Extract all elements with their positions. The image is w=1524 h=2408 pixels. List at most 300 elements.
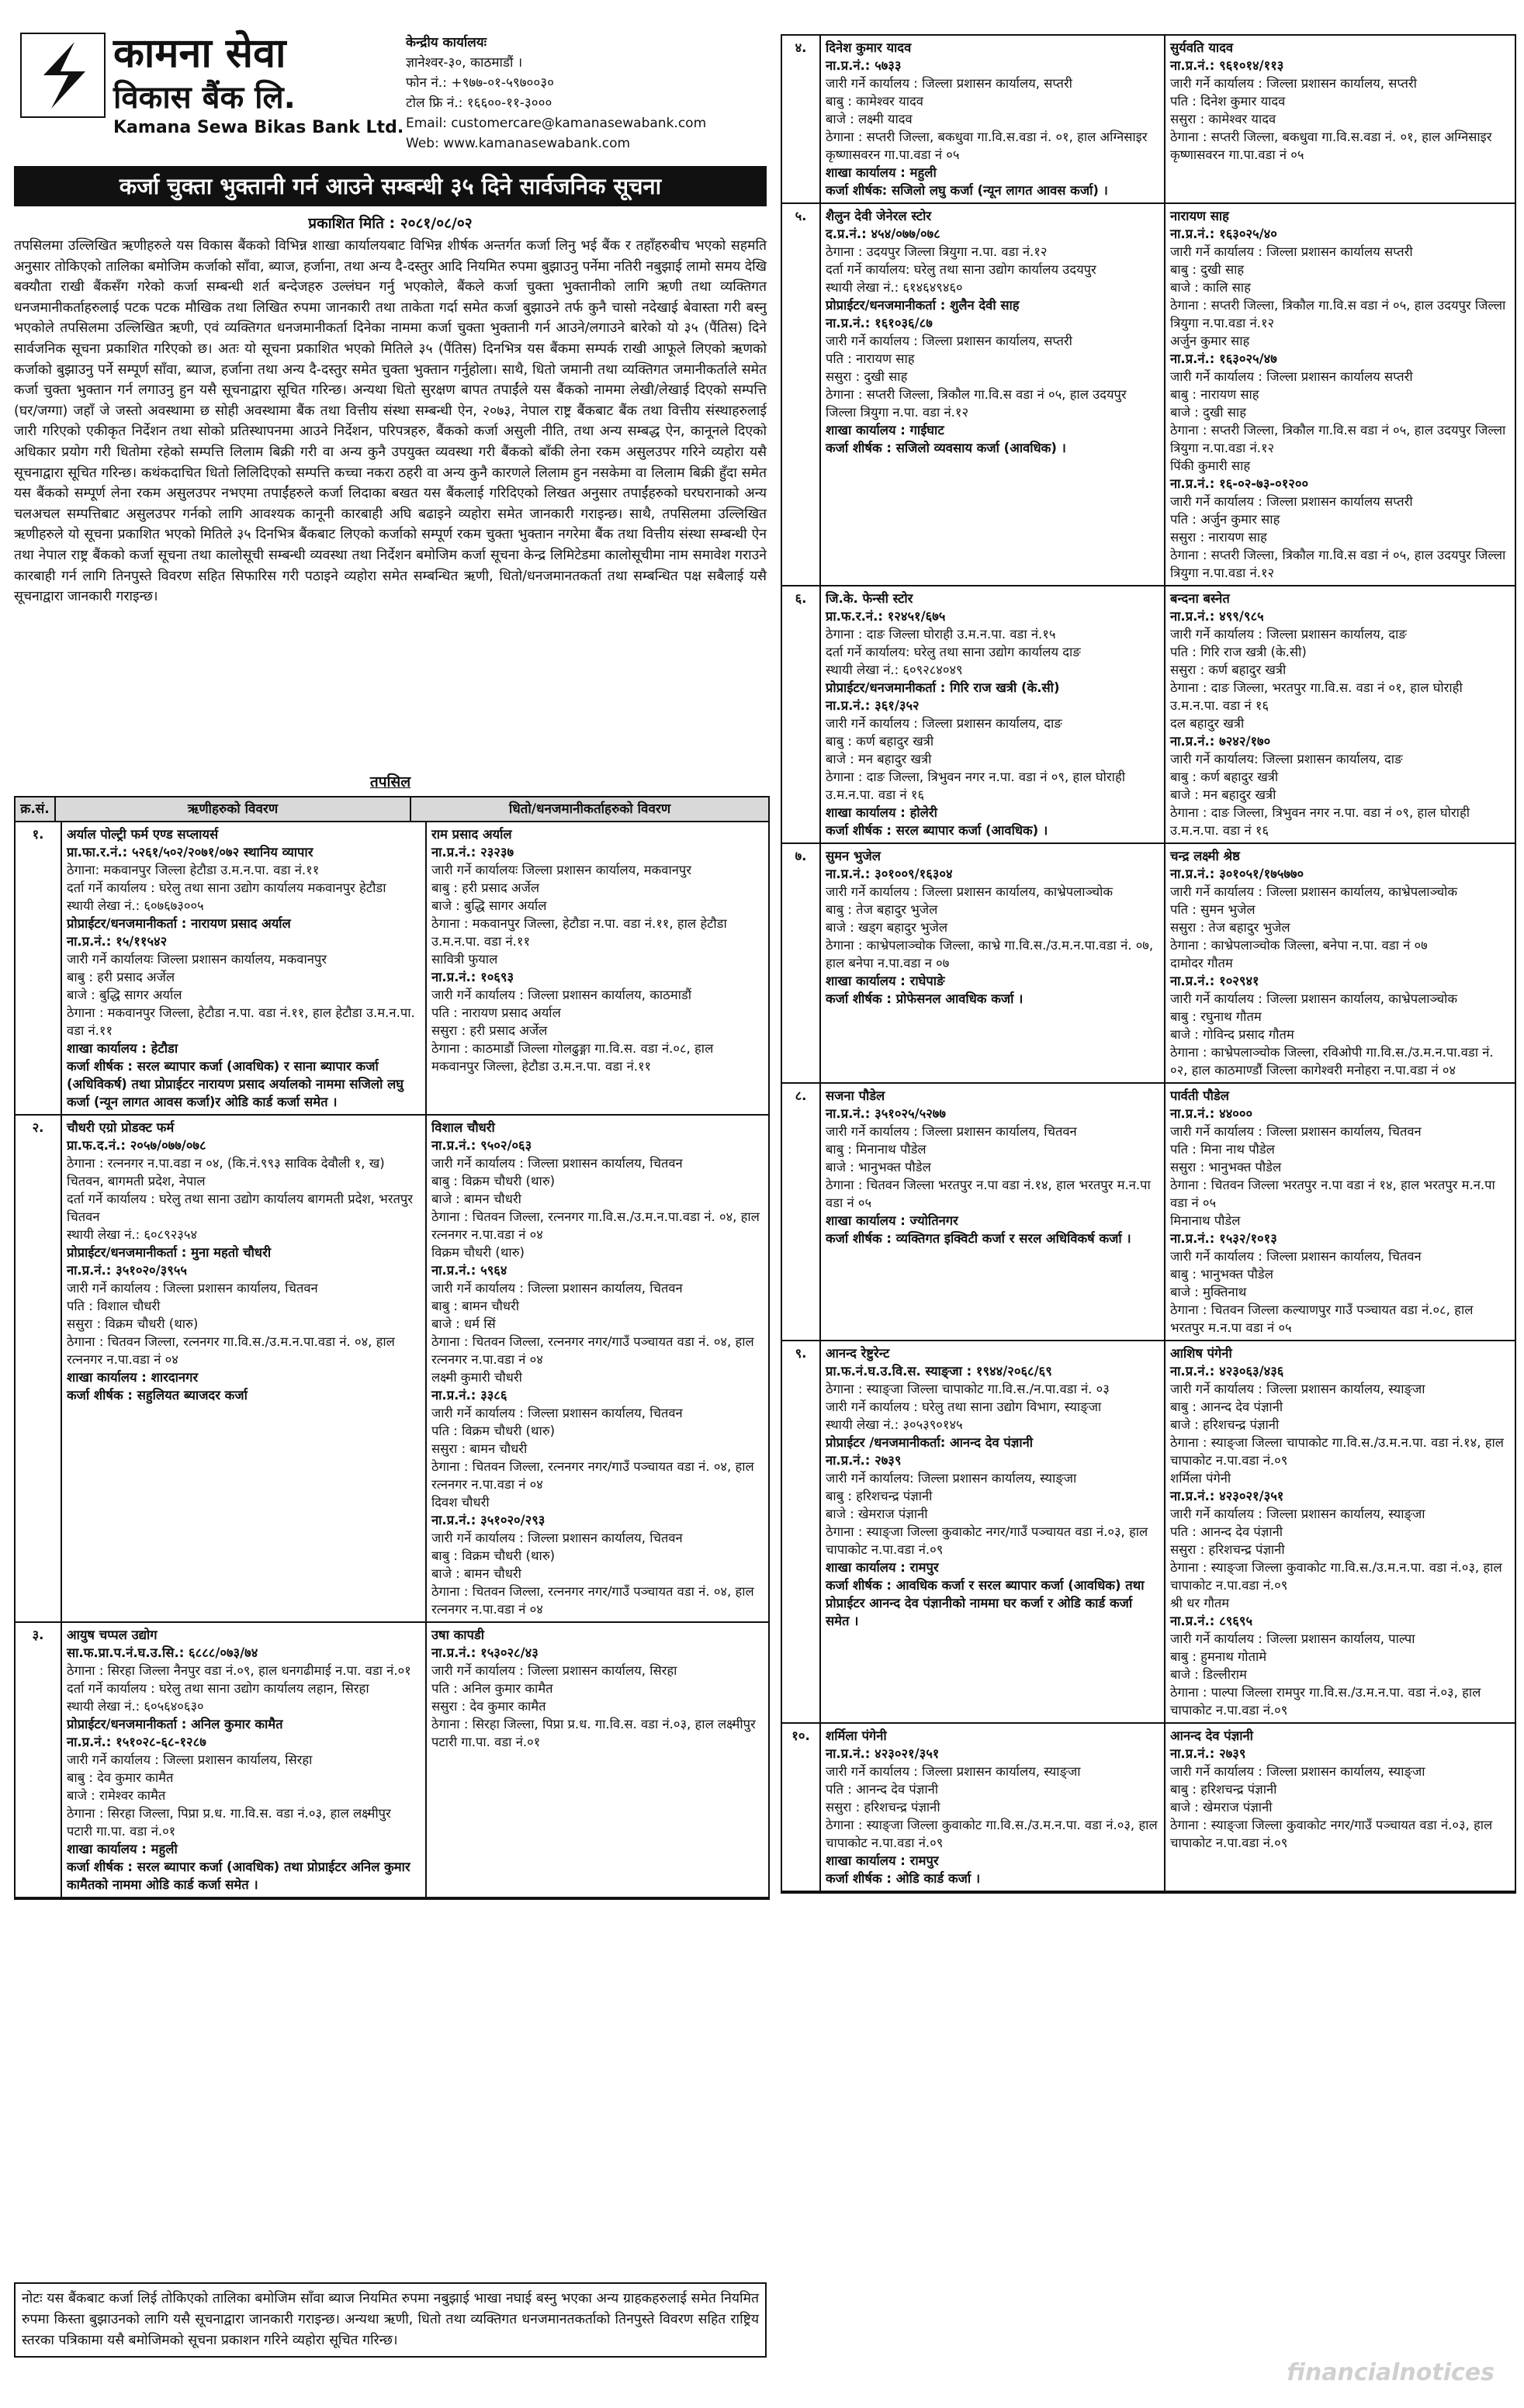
left-column <box>14 17 767 2394</box>
borrower-details <box>821 1724 1166 1891</box>
cell-line: चन्द्र लक्ष्मी श्रेष्ठ <box>1170 849 1240 863</box>
cell-line: जारी गर्ने कार्यालय : जिल्ला प्रशासन कार्यालय सप्तरी <box>1170 369 1413 384</box>
cell-line: आशिष पंगेनी <box>1170 1346 1232 1361</box>
cell-line: बाबु : कर्ण बहादुर खत्री <box>1170 770 1279 784</box>
cell-line: उषा कापडी <box>431 1628 485 1642</box>
table-row <box>782 1341 1515 1724</box>
contact-web: Web: www.kamanasewabank.com <box>406 136 631 151</box>
cell-line: प्रोप्राईटर/धनजमानीकर्ता : अनिल कुमार कामैत <box>67 1717 283 1732</box>
cell-line: बाबु : तेज बहादुर भुजेल <box>826 902 938 917</box>
cell-line: जारी गर्ने कार्यालय : जिल्ला प्रशासन कार्यालय, चितवन <box>431 1406 683 1420</box>
cell-line: शाखा कार्यालय : महुली <box>826 165 937 180</box>
cell-line: विक्रम चौधरी (थारु) <box>431 1245 525 1260</box>
borrower-details <box>62 1116 427 1621</box>
cell-line: ठेगाना : रत्ननगर न.पा.वडा न ०४, (कि.नं.९९३ साविक देवौली १, ख) चितवन, बागमती प्रदेश, नेपाल <box>67 1156 385 1188</box>
cell-line: ठेगाना : स्याङ्जा जिल्ला कुवाकोट नगर/गाउँ पञ्चायत वडा नं.०३, हाल चापाकोट न.पा.वडा नं.०९ <box>826 1524 1148 1557</box>
cell-line: ठेगाना : पाल्पा जिल्ला रामपुर गा.वि.स./उ.म.न.पा. वडा नं.०३, हाल चापाकोट न.पा.वडा नं.०९ <box>1170 1685 1481 1718</box>
cell-line: शाखा कार्यालय : रामपुर <box>826 1853 939 1868</box>
borrower-table-left <box>14 796 770 1900</box>
cell-line: ना.प्र.नं.: १५/११५४२ <box>67 934 168 949</box>
header-borrower: ऋणीहरुको विवरण <box>56 797 411 821</box>
cell-line: ना.प्र.नं.: ९६१०१४/११३ <box>1170 58 1284 73</box>
cell-line: बन्दना बस्नेत <box>1170 591 1230 606</box>
cell-line: शाखा कार्यालय : हेटौडा <box>67 1041 178 1056</box>
cell-line: कर्जा शीर्षक : सरल ब्यापार कर्जा (आवधिक) तथा प्रोप्राईटर अनिल कुमार कामैतको नाममा ओडि कार्ड कर्जा समेत । <box>67 1860 410 1892</box>
cell-line: ठेगाना : चितवन जिल्ला, रत्ननगर नगर/गाउँ पञ्चायत वडा नं. ०४, हाल रत्ननगर न.पा.वडा नं ०४ <box>431 1584 754 1617</box>
cell-line: पति : मिना नाथ पौडेल <box>1170 1142 1275 1157</box>
cell-line: स्थायी लेखा नं.: ६१४६४९४६० <box>826 280 963 295</box>
guarantor-details <box>427 1116 768 1621</box>
cell-line: ठेगाना : दाङ जिल्ला, त्रिभुवन नगर न.पा. वडा नं ०९, हाल घोराही उ.म.न.पा. वडा नं १६ <box>1170 805 1470 838</box>
row-serial: ९. <box>782 1341 821 1722</box>
cell-line: दर्ता गर्ने कार्यालय : घरेलु तथा साना उद्योग कार्यालय लहान, सिरहा <box>67 1681 369 1696</box>
cell-line: ठेगाना : मकवानपुर जिल्ला, हेटौडा न.पा. वडा नं.११, हाल हेटौडा उ.म.न.पा. वडा नं.११ <box>431 916 727 949</box>
cell-line: जारी गर्ने कार्यालय : जिल्ला प्रशासन कार्यालय, चितवन <box>1170 1124 1422 1139</box>
row-serial: १०. <box>782 1724 821 1891</box>
cell-line: ठेगाना : मकवानपुर जिल्ला, हेटौडा न.पा. वडा नं.११, हाल हेटौडा उ.म.न.पा. वडा नं.११ <box>67 1005 415 1038</box>
cell-line: पिंकी कुमारी साह <box>1170 458 1251 473</box>
cell-line: ठेगाना : काठमाडौं जिल्ला गोलढुङ्गा गा.वि.स. वडा नं.०८, हाल मकवानपुर जिल्ला, हेटौडा उ.म.न.पा. वडा नं.११ <box>431 1041 714 1074</box>
cell-line: विशाल चौधरी <box>431 1120 495 1135</box>
cell-line: ससुरा : कामेश्वर यादव <box>1170 112 1276 126</box>
cell-line: ठेगाना : चितवन जिल्ला भरतपुर न.पा वडा नं १४, हाल भरतपुर म.न.पा वडा नं ०५ <box>1170 1178 1495 1210</box>
cell-line: ना.प्र.नं.: ७२४२/१७० <box>1170 734 1271 749</box>
cell-line: ना.प्र.नं.: ४२३०६३/४३६ <box>1170 1364 1284 1379</box>
cell-line: ठेगाना : चितवन जिल्ला, रत्ननगर नगर/गाउँ पञ्चायत वडा नं. ०४, हाल रत्ननगर न.पा.वडा नं ०४ <box>431 1459 754 1492</box>
guarantor-details <box>1166 1341 1515 1722</box>
cell-line: जारी गर्ने कार्यालय: जिल्ला प्रशासन कार्यालय, स्याङ्जा <box>826 1471 1077 1486</box>
cell-line: बाबु : हुमनाथ गोतामे <box>1170 1649 1267 1664</box>
bank-name-english: Kamana Sewa Bikas Bank Ltd. <box>113 118 404 137</box>
cell-line: बाबु : विक्रम चौधरी (थारु) <box>431 1548 556 1563</box>
borrower-details <box>62 1623 427 1897</box>
cell-line: दिनेश कुमार यादव <box>826 40 912 55</box>
notice-body: तपसिलमा उल्लिखित ऋणीहरुले यस विकास बैंकको विभिन्न शाखा कार्यालयबाट विभिन्न शीर्षक अन्तर्गत कर्जा लिनु भई बैंक र तहाँहरुबीच भएको सहमति अनुसार तोकिएको तालिका बमोजिम कर्जाको साँवा, ब्याज, हर्जाना, तथा अन्य दै-दस्तुर आदि नियमित रुपमा बुझाउनु पर्नेमा नतिरी नबुझाई लामो समय देखि बक्यौता राखी बैंकसँग गरेको कर्जा सम्बन्धी शर्त बन्देजहरु उल्लंघन गर्नु भएकोले, बैंकले कर्जा चुक्ता भुक्तानीको लागि ऋणी तथा व्यक्तिगत धनजमानीकर्ताहरुलाई पटक पटक मौखिक तथा लिखित रुपमा जानकारी तथा ताकेता गर्दा समेत कर्जा बुझाउने तर्फ कुनै चासो नदेखाई बेवास्ता गरी बस्नु भएकोले तपसिलमा उल्लिखित ऋणी, एवं व्यक्तिगत धनजमानीकर्ता दिनेका नाममा कर्जा चुक्ता भुक्तानी गर्न आउने/लगाउने बारेको यो ३५ (पैंतिस) दिने सार्वजनिक सूचना प्रकाशित गरिएको छ। अतः यो सूचना प्रकाशित भएको मितिले ३५ (पैंतिस) दिनभित्र यस बैंकमा सम्पर्क राखी आफूले लिएको ऋणको कर्जाको बुझाउनु पर्ने सम्पूर्ण साँवा, ब्याज, हर्जाना तथा अन्य दै-दस्तुर समेत चुक्ता भुक्तान गर्नुहोला। साथै, धितो जमानी तथा व्यक्तिगत जमानीकर्ताले समेत कर्जा चुक्ता भुक्तान गर्न लगाउनु हुन यसै सूचनाद्वारा सूचित गरिन्छ। अन्यथा धितो सुरक्षण बापत तपाईंले यस बैंकको नाममा लेखी/लेखाई दिएको सम्पत्ति (घर/जग्गा) जहाँ जे जस्तो अवस्थामा छ सोही अवस्थामा बैंक तथा वित्तीय संस्था सम्बन्धी ऐन, २०७३, नेपाल राष्ट्र बैंकबाट बैंक तथा वित्तीय संस्थाहरुलाई जारी गरिएको एकीकृत निर्देशन तथा सोको प्रतिस्थापनमा आउने निर्देशन, परिपत्रहरु, बैंकको कर्जा असुली नीति, तथा अन्य सम्बद्ध ऐन, कानूनले दिएको अधिकार प्रयोग गरी धितोमा रहेको सम्पत्ति लिलाम बिक्री गरी वा अन्य कुनै उपयुक्त व्यवस्था गरी बैंकको बाँकी लेना रकम असुलउपर गरिने व्यहोरा यसै सूचनाद्वारा सूचित गरिन्छ। कथंकदाचित धितो लिलिदिएको सम्पत्ति कच्चा नकरा ठहरी वा अन्य कुनै कारणले लिलाम हुन नसकेमा वा लिलाम बिक्री हुँदा समेत यस बैंकको सम्पूर्ण लेना रकम असुलउपर नभएमा तपाईंहरुले कर्जा लिदाका बखत यस बैंकलाई गरिदिएको लिखत अनुसार तपाईंहरुको घरघरानाको अन्य चलअचल सम्पत्तिबाट असुलउपर गर्नको लागि आवश्यक कानूनी कारबाही अघि बढाइने व्यहोरा समेत जानकारी गराइन्छ। साथै, तपसिलमा उल्लिखित ऋणीहरुले यो सूचना प्रकाशित भएको मितिले ३५ दिनभित्र बैंकबाट लिएको कर्जाको सम्पूर्ण रकम चुक्ता भुक्तान नगरेमा बैंक तथा वित्तीय संस्था सम्बन्धी ऐन तथा नेपाल राष्ट्र बैंकको कर्जा सूचना तथा कालोसूची सम्बन्धी व्यवस्था तथा निर्देशन बमोजिम कर्जा सूचना केन्द्र लिमिटेडमा कालोसूचीमा नाम समावेश गराउने कारबाही गर्न लागि तिनपुस्ते विवरण सहित सिफारिस गरी पठाइने व्यहोरा समेत सम्बन्धित ऋणी, धितो/धनजमानतकर्ता तथा सम्बन्धित पक्ष सबैलाई यसै सूचनाद्वारा जानकारी गराइन्छ। <box>14 238 767 605</box>
cell-line: ठेगाना : काभ्रेपलाञ्चोक जिल्ला, रविओपी गा.वि.स./उ.म.न.पा.वडा नं. ०२, हाल काठमाण्डौं जिल्ला कागेश्वरी मनोहरा न.पा.वडा नं ०४ <box>1170 1045 1494 1078</box>
cell-line: ठेगाना : सप्तरी जिल्ला, बकधुवा गा.वि.स.वडा नं. ०१, हाल अग्निसाइर कृष्णासवरन गा.पा.वडा नं ०५ <box>826 130 1148 162</box>
table-row <box>16 822 768 1116</box>
cell-line: बाजे : बुद्धि सागर अर्याल <box>431 898 547 913</box>
cell-line: ठेगाना : दाङ जिल्ला, भरतपुर गा.वि.स. वडा नं ०१, हाल घोराही उ.म.न.पा. वडा नं १६ <box>1170 680 1463 713</box>
cell-line: ना.प्र.नं.: ३०१००९/१६३०४ <box>826 867 953 881</box>
cell-line: बाजे : मन बहादुर खत्री <box>826 752 932 766</box>
cell-line: जारी गर्ने कार्यालय : जिल्ला प्रशासन कार्यालय, काठमाडौं <box>431 988 691 1002</box>
cell-line: ना.प्र.नं.: ५९६४ <box>431 1263 507 1278</box>
cell-line: शाखा कार्यालय : होलेरी <box>826 805 937 820</box>
cell-line: दर्ता गर्ने कार्यालय: घरेलु तथा साना उद्योग कार्यालय उदयपुर <box>826 262 1096 277</box>
cell-line: ससुरा : बामन चौधरी <box>431 1441 528 1456</box>
cell-line: द.प्र.नं.: ४५४/०७७/०७८ <box>826 227 940 241</box>
bank-name-nepali: कामना सेवा <box>113 30 286 77</box>
cell-line: जारी गर्ने कार्यालय : जिल्ला प्रशासन कार्यालय, सिरहा <box>67 1752 313 1767</box>
cell-line: लक्ष्मी कुमारी चौधरी <box>431 1370 522 1385</box>
cell-line: बाबु : दुखी साह <box>1170 262 1245 277</box>
cell-line: बाजे : खेमराज पंज्ञानी <box>826 1507 928 1521</box>
bank-name-nepali-2: विकास बैंक लि. <box>113 80 296 116</box>
cell-line: जारी गर्ने कार्यालय : जिल्ला प्रशासन कार्यालय, स्याङ्जा <box>1170 1764 1425 1779</box>
cell-line: ना.प्र.नं.: २७३९ <box>1170 1746 1246 1761</box>
cell-line: जारी गर्ने कार्यालय : जिल्ला प्रशासन कार्यालय, स्याङ्जा <box>1170 1507 1425 1521</box>
cell-line: बाजे : बामन चौधरी <box>431 1192 521 1206</box>
cell-line: बाबु : नारायण साह <box>1170 387 1259 402</box>
cell-line: ना.प्र.नं.: १६३०२५/४७ <box>1170 351 1277 366</box>
cell-line: बाजे : मन बहादुर खत्री <box>1170 787 1276 802</box>
cell-line: ठेगाना : सिरहा जिल्ला, पिप्रा प्र.ध. गा.वि.स. वडा नं.०३, हाल लक्ष्मीपुर पटारी गा.पा. वडा नं.०१ <box>431 1717 756 1749</box>
cell-line: ना.प्र.नं.: ४९९/९८५ <box>1170 609 1264 624</box>
cell-line: स्थायी लेखा नं.: ६०५६४०६३० <box>67 1699 204 1714</box>
cell-line: शाखा कार्यालय : राघेपाङे <box>826 974 945 988</box>
cell-line: ससुरा : हरिशचन्द्र पंज्ञानी <box>1170 1542 1285 1557</box>
cell-line: ना.प्र.नं.: १५१०२८-६८-१२८७ <box>67 1735 206 1749</box>
cell-line: स्थायी लेखा नं.: ६०८९२३५४ <box>67 1227 198 1242</box>
cell-line: अर्जुन कुमार साह <box>1170 334 1250 348</box>
cell-line: पार्वती पौडेल <box>1170 1088 1229 1103</box>
guarantor-details <box>1166 1084 1515 1340</box>
cell-line: शैलुन देवी जेनेरल स्टोर <box>826 209 932 223</box>
watermark: financialnotices <box>1287 2359 1495 2386</box>
cell-line: कर्जा शीर्षक : सहुलियत ब्याजदर कर्जा <box>67 1388 248 1403</box>
cell-line: पति : गिरि राज खत्री (के.सी) <box>1170 645 1307 659</box>
cell-line: सावित्री फुयाल <box>431 952 498 967</box>
cell-line: ठेगाना: मकवानपुर जिल्ला हेटौडा उ.म.न.पा. वडा नं.११ <box>67 863 320 877</box>
contact-line: ज्ञानेश्वर-३०, काठमाडौं । <box>406 55 523 71</box>
cell-line: बाजे : बामन चौधरी <box>431 1566 521 1581</box>
cell-line: बाबु : कर्ण बहादुर खत्री <box>826 734 934 749</box>
cell-line: जारी गर्ने कार्यालय : जिल्ला प्रशासन कार्यालय, चितवन <box>431 1531 683 1545</box>
cell-line: ना.प्र.नं.: ४२३०२१/३५१ <box>1170 1489 1284 1503</box>
cell-line: ठेगाना : सप्तरी जिल्ला, त्रिकौल गा.वि.स वडा नं ०५, हाल उदयपुर जिल्ला त्रियुगा न.पा.वडा नं.१२ <box>1170 423 1506 455</box>
cell-line: ना.प्र.नं.: १५३०२८/४३ <box>431 1645 539 1660</box>
cell-line: ना.प्र.नं.: ४२३०२१/३५१ <box>826 1746 940 1761</box>
cell-line: कर्जा शीर्षक : सजिलो व्यवसाय कर्जा (आवधिक) । <box>826 441 1066 455</box>
cell-line: दर्ता गर्ने कार्यालय: घरेलु तथा साना उद्योग कार्यालय दाङ <box>826 645 1081 659</box>
cell-line: सुमन भुजेल <box>826 849 881 863</box>
header-guarantor: धितो/धनजमानीकर्ताहरुको विवरण <box>508 801 671 817</box>
cell-line: ना.प्र.नं.: ३६१/३५२ <box>826 698 920 713</box>
table-row <box>782 1084 1515 1341</box>
cell-line: कर्जा शीर्षक : सरल ब्यापार कर्जा (आवधिक) । <box>826 823 1048 838</box>
cell-line: बाजे : बुद्धि सागर अर्याल <box>67 988 182 1002</box>
cell-line: जारी गर्ने कार्यालय : जिल्ला प्रशासन कार्यालय, काभ्रेपलाञ्चोक <box>826 884 1114 899</box>
cell-line: ठेगाना : स्याङ्जा जिल्ला चापाकोट गा.वि.स./उ.म.न.पा. वडा नं.१४, हाल चापाकोट न.पा.वडा नं.०९ <box>1170 1435 1504 1468</box>
cell-line: बाजे : धर्म सिं <box>431 1316 496 1331</box>
table-header <box>16 797 768 822</box>
cell-line: जारी गर्ने कार्यालय : घरेलु तथा साना उद्योग विभाग, स्याङ्जा <box>826 1399 1102 1414</box>
guarantor-details <box>1166 204 1515 585</box>
cell-line: ससुरा : तेज बहादुर भुजेल <box>1170 920 1290 935</box>
cell-line: सा.फ.प्रा.प.नं.घ.उ.सि.: ६८८८/०७३/७४ <box>67 1645 258 1660</box>
cell-line: जारी गर्ने कार्यालय : जिल्ला प्रशासन कार्यालय, स्याङ्जा <box>826 1764 1081 1779</box>
cell-line: कर्जा शीर्षक : आवधिक कर्जा र सरल ब्यापार कर्जा (आवधिक) तथा प्रोप्राईटर आनन्द देव पंज्ञानीको नाममा घर कर्जा र ओडि कार्ड कर्जा समेत । <box>826 1578 1145 1628</box>
cell-line: दर्ता गर्ने कार्यालय : घरेलु तथा साना उद्योग कार्यालय बागमती प्रदेश, भरतपुर चितवन <box>67 1192 414 1224</box>
cell-line: शर्मिला पंगेनी <box>826 1728 887 1743</box>
cell-line: ठेगाना : दाङ जिल्ला, त्रिभुवन नगर न.पा. वडा नं ०९, हाल घोराही उ.म.न.पा. वडा नं १६ <box>826 770 1125 802</box>
cell-line: ठेगाना : सप्तरी जिल्ला, बकधुवा गा.वि.स.वडा नं. ०१, हाल अग्निसाइर कृष्णासवरन गा.पा.वडा नं ०५ <box>1170 130 1492 162</box>
cell-line: कर्जा शीर्षक: सजिलो लघु कर्जा (न्यून लागत आवस कर्जा) । <box>826 183 1108 198</box>
cell-line: चौधरी एग्रो प्रोडक्ट फर्म <box>67 1120 175 1135</box>
cell-line: शाखा कार्यालय : गाईघाट <box>826 423 944 438</box>
cell-line: जारी गर्ने कार्यालय : जिल्ला प्रशासन कार्यालय, चितवन <box>431 1156 683 1171</box>
cell-line: शाखा कार्यालय : ज्योतिनगर <box>826 1213 958 1228</box>
borrower-table-right <box>781 34 1516 1894</box>
cell-line: स्थायी लेखा नं.: ६०७६७३००५ <box>67 898 204 913</box>
table-row <box>782 1724 1515 1892</box>
cell-line: जारी गर्ने कार्यालय : जिल्ला प्रशासन कार्यालय, चितवन <box>826 1124 1077 1139</box>
cell-line: ठेगाना : काभ्रेपलाञ्चोक जिल्ला, बनेपा न.पा. वडा नं ०७ <box>1170 938 1428 953</box>
table-row <box>782 586 1515 844</box>
cell-line: ससुरा : देव कुमार कामैत <box>431 1699 546 1714</box>
cell-line: ठेगाना : सिरहा जिल्ला, पिप्रा प्र.ध. गा.वि.स. वडा नं.०३, हाल लक्ष्मीपुर पटारी गा.पा. वडा नं.०१ <box>67 1806 391 1839</box>
cell-line: पति : नारायण प्रसाद अर्याल <box>431 1005 561 1020</box>
row-serial: ३. <box>16 1623 62 1897</box>
row-serial: २. <box>16 1116 62 1621</box>
cell-line: जारी गर्ने कार्यालय : जिल्ला प्रशासन कार्यालय, सप्तरी <box>826 76 1072 91</box>
row-serial: ४. <box>782 36 821 202</box>
cell-line: जारी गर्ने कार्यालय : जिल्ला प्रशासन कार्यालय, काभ्रेपलाञ्चोक <box>1170 884 1458 899</box>
cell-line: श्री धर गौतम <box>1170 1596 1230 1611</box>
cell-line: ठेगाना : चितवन जिल्ला, रत्ननगर गा.वि.स./उ.म.न.पा.वडा नं. ०४, हाल रत्ननगर न.पा.वडा नं ०४ <box>431 1209 760 1242</box>
borrower-details <box>821 586 1166 842</box>
cell-line: ना.प्र.नं.: ३५१०२५/५२७७ <box>826 1106 946 1121</box>
table-row <box>782 36 1515 204</box>
cell-line: आयुष चप्पल उद्योग <box>67 1628 158 1642</box>
cell-line: प्रोप्राईटर/धनजमानीकर्ता : शुलैन देवी साह <box>826 298 1020 313</box>
notice-page <box>14 17 1513 2394</box>
row-serial: ५. <box>782 204 821 585</box>
table-row <box>782 844 1515 1084</box>
cell-line: जारी गर्ने कार्यालय: जिल्ला प्रशासन कार्यालय, दाङ <box>1170 752 1403 766</box>
cell-line: प्रोप्राईटर /धनजमानीकर्ता: आनन्द देव पंज्ञानी <box>826 1435 1034 1450</box>
cell-line: बाबु : हरी प्रसाद अर्जेल <box>431 881 540 895</box>
cell-line: बाबु : रघुनाथ गौतम <box>1170 1009 1262 1024</box>
row-serial: ६. <box>782 586 821 842</box>
cell-line: बाजे : खड्ग बहादुर भुजेल <box>826 920 948 935</box>
cell-line: सजना पौडेल <box>826 1088 885 1103</box>
cell-line: ना.प्र.नं.: ९५०२/०६३ <box>431 1138 532 1153</box>
cell-line: ससुरा : दुखी साह <box>826 369 908 384</box>
guarantor-details <box>1166 36 1515 202</box>
cell-line: जारी गर्ने कार्यालय : जिल्ला प्रशासन कार्यालय, सप्तरी <box>1170 76 1417 91</box>
row-serial: १. <box>16 822 62 1114</box>
cell-line: जारी गर्ने कार्यालय : जिल्ला प्रशासन कार्यालय, चितवन <box>67 1281 318 1296</box>
published-date: प्रकाशित मिति : २०८१/०८/०२ <box>308 215 473 232</box>
cell-line: ठेगाना : चितवन जिल्ला, रत्ननगर गा.वि.स./उ.म.न.पा.वडा नं. ०४, हाल रत्ननगर न.पा.वडा नं ०४ <box>67 1334 395 1367</box>
cell-line: शाखा कार्यालय : रामपुर <box>826 1560 939 1575</box>
cell-line: ठेगाना : चितवन जिल्ला कल्याणपुर गाउँ पञ्चायत वडा नं.०८, हाल भरतपुर म.न.पा वडा नं ०५ <box>1170 1303 1474 1335</box>
cell-line: बाजे : दुखी साह <box>1170 405 1246 420</box>
contact-title: केन्द्रीय कार्यालयः <box>406 35 487 50</box>
cell-line: बाजे : भानुभक्त पौडेल <box>826 1160 931 1175</box>
contact-email: Email: customercare@kamanasewabank.com <box>406 116 707 131</box>
borrower-details <box>821 1341 1166 1722</box>
cell-line: कर्जा शीर्षक : ओडि कार्ड कर्जा । <box>826 1871 981 1886</box>
cell-line: ना.प्र.नं.: १६-०२-७३-०१२०० <box>1170 476 1309 491</box>
cell-line: जारी गर्ने कार्यालय : जिल्ला प्रशासन कार्यालय, दाङ <box>826 716 1062 731</box>
cell-line: बाजे : खेमराज पंज्ञानी <box>1170 1800 1273 1815</box>
cell-line: जारी गर्ने कार्यालय : जिल्ला प्रशासन कार्यालय, पाल्पा <box>1170 1631 1415 1646</box>
contact-line: फोन नं.: +९७७-०१-५९७००३० <box>406 75 554 91</box>
cell-line: प्रोप्राईटर/धनजमानीकर्ता : नारायण प्रसाद अर्याल <box>67 916 291 931</box>
cell-line: शाखा कार्यालय : शारदानगर <box>67 1370 199 1385</box>
cell-line: ससुरा : हरिशचन्द्र पंज्ञानी <box>826 1800 940 1815</box>
cell-line: कर्जा शीर्षक : व्यक्तिगत इक्विटी कर्जा र सरल अधिविकर्ष कर्जा । <box>826 1231 1131 1246</box>
cell-line: जारी गर्ने कार्यालय : जिल्ला प्रशासन कार्यालय, चितवन <box>431 1281 683 1296</box>
cell-line: ठेगाना : सिरहा जिल्ला नैनपुर वडा नं.०९, हाल धनगढीमाई न.पा. वडा नं.०१ <box>67 1663 411 1678</box>
cell-line: ससुरा : विक्रम चौधरी (थारु) <box>67 1316 199 1331</box>
cell-line: बाबु : बामन चौधरी <box>431 1299 520 1313</box>
guarantor-details <box>1166 844 1515 1082</box>
cell-line: जारी गर्ने कार्यालय : जिल्ला प्रशासन कार्यालय, सप्तरी <box>826 334 1072 348</box>
cell-line: ठेगाना : चितवन जिल्ला, रत्ननगर नगर/गाउँ पञ्चायत वडा नं. ०४, हाल रत्ननगर न.पा.वडा नं ०४ <box>431 1334 754 1367</box>
cell-line: ठेगाना : स्याङ्जा जिल्ला कुवाकोट नगर/गाउँ पञ्चायत वडा नं.०३, हाल चापाकोट न.पा.वडा नं.०९ <box>1170 1818 1493 1850</box>
cell-line: दामोदर गौतम <box>1170 956 1233 970</box>
cell-line: बाजे : मुक्तिनाथ <box>1170 1285 1247 1299</box>
cell-line: कर्जा शीर्षक : प्रोफेसनल आवधिक कर्जा । <box>826 991 1024 1006</box>
cell-line: पति : विशाल चौधरी <box>67 1299 161 1313</box>
cell-line: जारी गर्ने कार्यालय : जिल्ला प्रशासन कार्यालय, दाङ <box>1170 627 1407 642</box>
row-serial: ७. <box>782 844 821 1082</box>
notice-title: कर्जा चुक्ता भुक्तानी गर्न आउने सम्बन्धी ३५ दिने सार्वजनिक सूचना <box>14 166 767 206</box>
cell-line: शर्मिला पंगेनी <box>1170 1471 1231 1486</box>
cell-line: जारी गर्ने कार्यालय : जिल्ला प्रशासन कार्यालय सप्तरी <box>1170 494 1413 509</box>
cell-line: प्रा.फ.नं.घ.उ.वि.स. स्याङ्जा : १९४४/२०६८/६९ <box>826 1364 1052 1379</box>
cell-line: प्रा.फ.र.नं.: १२४५१/६७५ <box>826 609 946 624</box>
cell-line: बाजे : गोविन्द प्रसाद गौतम <box>1170 1027 1294 1042</box>
cell-line: स्थायी लेखा नं.: ३०५३९०१४५ <box>826 1417 963 1432</box>
cell-line: दर्ता गर्ने कार्यालय : घरेलु तथा साना उद्योग कार्यालय मकवानपुर हेटौडा <box>67 881 386 895</box>
cell-line: आनन्द देव पंज्ञानी <box>1170 1728 1253 1743</box>
cell-line: कर्जा शीर्षक : सरल ब्यापार कर्जा (आवधिक) र साना ब्यापार कर्जा (अधिविकर्ष) तथा प्रोप्राईटर नारायण प्रसाद अर्यालको नाममा सजिलो लघु कर्जा (न्यून लागत आवस कर्जा)र ओडि कार्ड कर्जा समेत । <box>67 1059 404 1109</box>
cell-line: अर्याल पोल्ट्री फर्म एण्ड सप्लायर्स <box>67 827 219 842</box>
contact-block <box>406 33 706 154</box>
table-row <box>16 1623 768 1898</box>
cell-line: पति : आनन्द देव पंज्ञानी <box>1170 1524 1283 1539</box>
cell-line: ना.प्र.नं.: ३०१०५१/१७५७७० <box>1170 867 1304 881</box>
cell-line: ना.प्र.नं.: ५७३३ <box>826 58 902 73</box>
borrower-details <box>821 844 1166 1082</box>
cell-line: मिनानाथ पौडेल <box>1170 1213 1241 1228</box>
cell-line: नारायण साह <box>1170 209 1229 223</box>
cell-line: ससुरा : नारायण साह <box>1170 530 1267 545</box>
cell-line: ठेगाना : सप्तरी जिल्ला, त्रिकौल गा.वि.स वडा नं ०५, हाल उदयपुर जिल्ला त्रियुगा न.पा.वडा नं.१२ <box>1170 548 1506 580</box>
cell-line: प्रा.फ.द.नं.: २०५७/०७७/०७८ <box>67 1138 206 1153</box>
cell-line: ठेगाना : स्याङ्जा जिल्ला कुवाकोट गा.वि.स./उ.म.न.पा. वडा नं.०३, हाल चापाकोट न.पा.वडा नं.०९ <box>826 1818 1158 1850</box>
cell-line: ना.प्र.नं.: १०२९४१ <box>1170 974 1259 988</box>
cell-line: दिवश चौधरी <box>431 1495 490 1510</box>
borrower-details <box>821 204 1166 585</box>
cell-line: ना.प्र.नं.: ३३८६ <box>431 1388 507 1403</box>
guarantor-details <box>1166 1724 1515 1891</box>
cell-line: बाजे : कालि साह <box>1170 280 1251 295</box>
cell-line: जारी गर्ने कार्यालय : जिल्ला प्रशासन कार्यालय, चितवन <box>1170 1249 1422 1264</box>
cell-line: राम प्रसाद अर्याल <box>431 827 512 842</box>
row-serial: ८. <box>782 1084 821 1340</box>
cell-line: बाजे : हरिशचन्द्र पंज्ञानी <box>1170 1417 1280 1432</box>
cell-line: ठेगाना : सप्तरी जिल्ला, त्रिकौल गा.वि.स वडा नं ०५, हाल उदयपुर जिल्ला त्रियुगा न.पा.वडा नं.१२ <box>1170 298 1506 330</box>
table-row <box>782 204 1515 586</box>
cell-line: जारी गर्ने कार्यालयः जिल्ला प्रशासन कार्यालय, मकवानपुर <box>67 952 327 967</box>
cell-line: ठेगाना : चितवन जिल्ला भरतपुर न.पा वडा नं.१४, हाल भरतपुर म.न.पा वडा नं ०५ <box>826 1178 1151 1210</box>
cell-line: ना.प्र.नं.: ३५१०२०/३९५५ <box>67 1263 187 1278</box>
cell-line: बाबु : हरिशचन्द्र पंज्ञानी <box>1170 1782 1277 1797</box>
cell-line: सुर्यवति यादव <box>1170 40 1234 55</box>
footer-note: नोटः यस बैंकबाट कर्जा लिई तोकिएको तालिका बमोजिम साँवा ब्याज नियमित रुपमा नबुझाई भाखा नघाई बस्नु भएका अन्य ग्राहकहरुलाई समेत नियमित रुपमा किस्ता बुझाउनको लागि यसै सूचनाद्वारा जानकारी गराइन्छ। अन्यथा ऋणी, धितो तथा व्यक्तिगत धनजमानतकर्ताको तिनपुस्ते विवरण सहित राष्ट्रिय स्तरका पत्रिकामा यसै बमोजिमको सूचना प्रकाशन गरिने व्यहोरा सूचित गरिन्छ। <box>14 2282 767 2358</box>
cell-line: ठेगाना : दाङ जिल्ला घोराही उ.म.न.पा. वडा नं.१५ <box>826 627 1056 642</box>
cell-line: बाजे : रामेश्वर कामैत <box>67 1788 166 1803</box>
cell-line: ना.प्र.नं.: २३२३७ <box>431 845 514 860</box>
cell-line: जारी गर्ने कार्यालयः जिल्ला प्रशासन कार्यालय, मकवानपुर <box>431 863 692 877</box>
cell-line: पति : सुमन भुजेल <box>1170 902 1256 917</box>
cell-line: बाबु : कामेश्वर यादव <box>826 94 923 109</box>
cell-line: बाबु : हरी प्रसाद अर्जेल <box>67 970 175 984</box>
cell-line: पति : अर्जुन कुमार साह <box>1170 512 1280 527</box>
cell-line: आनन्द रेष्टुरेन्ट <box>826 1346 890 1361</box>
cell-line: ठेगाना : काभ्रेपलाञ्चोक जिल्ला, काभ्रे गा.वि.स./उ.म.न.पा.वडा नं. ०७, हाल बनेपा न.पा.वडा न ०७ <box>826 938 1154 970</box>
cell-line: प्रोप्राईटर/धनजमानीकर्ता : गिरि राज खत्री (के.सी) <box>826 680 1060 695</box>
cell-line: जारी गर्ने कार्यालय : जिल्ला प्रशासन कार्यालय, काभ्रेपलाञ्चोक <box>1170 991 1458 1006</box>
cell-line: ससुरा : हरी प्रसाद अर्जेल <box>431 1023 548 1038</box>
cell-line: बाजे : डिल्लीराम <box>1170 1667 1247 1682</box>
cell-line: ना.प्र.नं.: १६१०३६/८७ <box>826 316 933 330</box>
guarantor-details <box>427 822 768 1114</box>
bank-logo-icon <box>20 33 106 118</box>
contact-line: टोल फ्रि नं.: १६६००-११-३००० <box>406 95 552 111</box>
borrower-details <box>821 36 1166 202</box>
cell-line: ससुरा : भानुभक्त पौडेल <box>1170 1160 1282 1175</box>
cell-line: पति : विक्रम चौधरी (थारु) <box>431 1424 556 1438</box>
cell-line: ना.प्र.नं.: ८९६९५ <box>1170 1614 1253 1628</box>
cell-line: बाबु : भानुभक्त पौडेल <box>1170 1267 1273 1282</box>
bank-header <box>14 17 767 157</box>
cell-line: जारी गर्ने कार्यालय : जिल्ला प्रशासन कार्यालय, सिरहा <box>431 1663 677 1678</box>
borrower-details <box>821 1084 1166 1340</box>
cell-line: बाजे : लक्ष्मी यादव <box>826 112 913 126</box>
cell-line: जि.के. फेन्सी स्टोर <box>826 591 913 606</box>
cell-line: पति : आनन्द देव पंज्ञानी <box>826 1782 939 1797</box>
cell-line: ना.प्र.नं.: १०६९३ <box>431 970 514 984</box>
cell-line: ठेगाना : स्याङ्जा जिल्ला चापाकोट गा.वि.स./न.पा.वडा नं. ०३ <box>826 1382 1110 1396</box>
cell-line: जारी गर्ने कार्यालय : जिल्ला प्रशासन कार्यालय सप्तरी <box>1170 244 1413 259</box>
cell-line: ठेगाना : उदयपुर जिल्ला त्रियुगा न.पा. वडा नं.१२ <box>826 244 1048 259</box>
table-row <box>16 1116 768 1623</box>
cell-line: ना.प्र.नं.: ३५१०२०/२९३ <box>431 1513 546 1527</box>
borrower-details <box>62 822 427 1114</box>
cell-line: स्थायी लेखा नं.: ६०९२८४०४९ <box>826 663 963 677</box>
cell-line: बाबु : देव कुमार कामैत <box>67 1770 174 1785</box>
cell-line: ना.प्र.नं.: ४४००० <box>1170 1106 1253 1121</box>
cell-line: प्रा.फा.र.नं.: ५२६१/५०२/२०७१/०७२ स्थानिय व्यापार <box>67 845 313 860</box>
cell-line: जारी गर्ने कार्यालय : जिल्ला प्रशासन कार्यालय, स्याङ्जा <box>1170 1382 1425 1396</box>
guarantor-details <box>1166 586 1515 842</box>
schedule-heading: तपसिल <box>369 773 411 791</box>
cell-line: दल बहादुर खत्री <box>1170 716 1245 731</box>
cell-line: ससुरा : कर्ण बहादुर खत्री <box>1170 663 1287 677</box>
cell-line: पति : दिनेश कुमार यादव <box>1170 94 1286 109</box>
guarantor-details <box>427 1623 768 1897</box>
cell-line: ना.प्र.नं.: २७३९ <box>826 1453 902 1468</box>
cell-line: ना.प्र.नं.: १५३२/१०१३ <box>1170 1231 1277 1246</box>
cell-line: बाबु : आनन्द देव पंज्ञानी <box>1170 1399 1283 1414</box>
cell-line: बाबु : हरिशचन्द्र पंज्ञानी <box>826 1489 933 1503</box>
cell-line: प्रोप्राईटर/धनजमानीकर्ता : मुना महतो चौधरी <box>67 1245 272 1260</box>
cell-line: ठेगाना : सप्तरी जिल्ला, त्रिकौल गा.वि.स वडा नं ०५, हाल उदयपुर जिल्ला त्रियुगा न.पा. वडा नं.१२ <box>826 387 1127 420</box>
header-sn: क्र.सं. <box>16 797 56 821</box>
cell-line: ठेगाना : स्याङ्जा जिल्ला कुवाकोट गा.वि.स./उ.म.न.पा. वडा नं.०३, हाल चापाकोट न.पा.वडा नं.०९ <box>1170 1560 1502 1593</box>
cell-line: बाबु : विक्रम चौधरी (थारु) <box>431 1174 556 1188</box>
cell-line: बाबु : मिनानाथ पौडेल <box>826 1142 927 1157</box>
cell-line: पति : अनिल कुमार कामैत <box>431 1681 553 1696</box>
cell-line: शाखा कार्यालय : महुली <box>67 1842 178 1856</box>
